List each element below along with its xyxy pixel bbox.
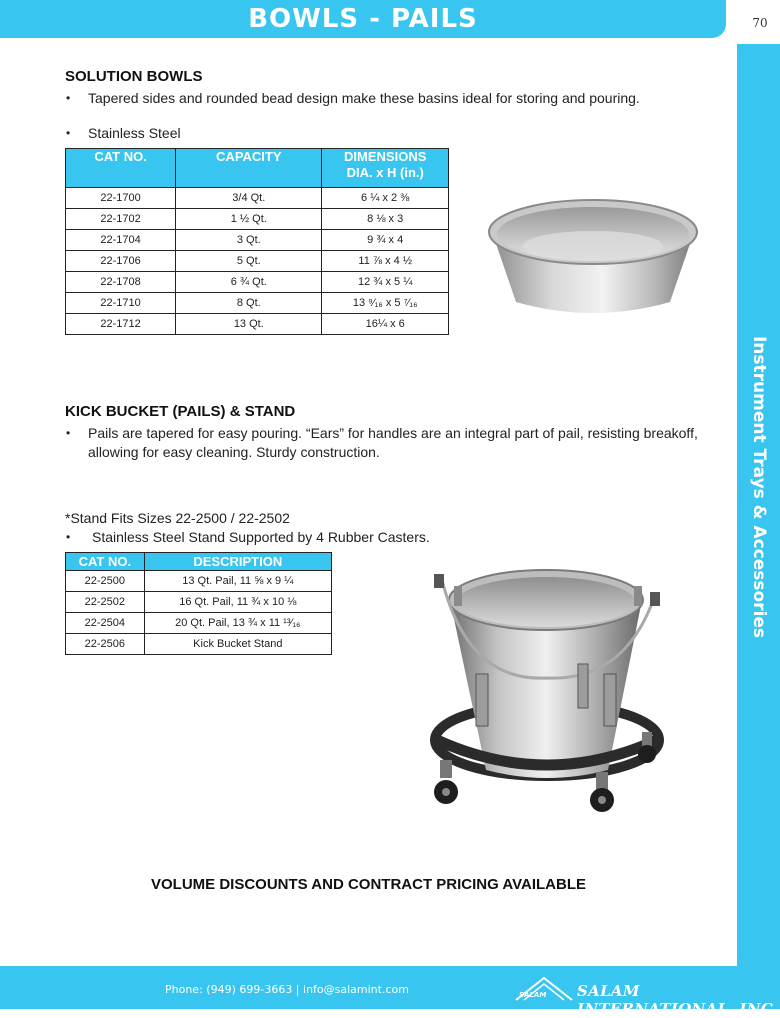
- cell-dimensions: 6 ¼ x 2 ⅜: [322, 188, 449, 209]
- kick-bucket-table: [65, 552, 332, 655]
- footer-contact: Phone: (949) 699-3663 | info@salamint.com: [165, 983, 409, 996]
- cell-cat-no: 22-1710: [66, 293, 176, 314]
- table-row: [66, 613, 332, 634]
- table-row: [66, 188, 449, 209]
- column-header-cat-no: CAT NO.: [66, 149, 176, 188]
- solution-bowls-bullet-1: [66, 89, 726, 109]
- solution-bowls-table: [65, 148, 449, 335]
- page-title: BOWLS - PAILS: [248, 4, 478, 34]
- cell-capacity: 8 Qt.: [176, 293, 322, 314]
- cell-capacity: 3 Qt.: [176, 230, 322, 251]
- cell-cat-no: 22-1706: [66, 251, 176, 272]
- cell-capacity: 1 ½ Qt.: [176, 209, 322, 230]
- table-header-row: [66, 553, 332, 571]
- bullet-dot: •: [66, 126, 71, 140]
- cell-cat-no: 22-2504: [66, 613, 145, 634]
- cell-cat-no: 22-1704: [66, 230, 176, 251]
- dimensions-header-line2: DIA. x H (in.): [346, 165, 424, 180]
- cell-cat-no: 22-2500: [66, 571, 145, 592]
- table-row: [66, 592, 332, 613]
- cell-capacity: 13 Qt.: [176, 314, 322, 335]
- cell-dimensions: 13 ⁹⁄₁₆ x 5 ⁷⁄₁₆: [322, 293, 449, 314]
- kick-bucket-heading: KICK BUCKET (PAILS) & STAND: [65, 403, 296, 420]
- bullet-text: [88, 424, 698, 462]
- cell-capacity: 5 Qt.: [176, 251, 322, 272]
- cell-dimensions: 8 ⅛ x 3: [322, 209, 449, 230]
- solution-bowls-bullet-2: [66, 124, 366, 144]
- bullet-text: Stainless Steel Stand Supported by 4 Rubber Casters.: [92, 529, 430, 545]
- solution-bowls-heading: SOLUTION BOWLS: [65, 68, 203, 85]
- cell-dimensions: 11 ⅞ x 4 ½: [322, 251, 449, 272]
- bullet-text-line2: allowing for easy cleaning. Sturdy construction.: [88, 444, 380, 460]
- kick-bucket-bullet-1: [66, 424, 726, 464]
- page-number: 70: [752, 16, 768, 30]
- dimensions-header-line1: DIMENSIONS: [344, 149, 427, 164]
- cell-dimensions: 16¼ x 6: [322, 314, 449, 335]
- cell-cat-no: 22-1700: [66, 188, 176, 209]
- table-row: [66, 571, 332, 592]
- table-row: [66, 634, 332, 655]
- table-row: [66, 230, 449, 251]
- table-row: [66, 293, 449, 314]
- table-row: [66, 209, 449, 230]
- stand-fit-note: *Stand Fits Sizes 22-2500 / 22-2502: [65, 510, 290, 526]
- company-name: SALAM INTERNATIONAL, INC.: [577, 982, 779, 1018]
- table-row: [66, 272, 449, 293]
- table-row: [66, 251, 449, 272]
- column-header-description: DESCRIPTION: [144, 553, 331, 571]
- cell-cat-no: 22-2506: [66, 634, 145, 655]
- cell-capacity: 3/4 Qt.: [176, 188, 322, 209]
- column-header-cat-no: CAT NO.: [66, 553, 145, 571]
- table-row: [66, 314, 449, 335]
- cell-cat-no: 22-1708: [66, 272, 176, 293]
- bullet-dot: •: [66, 530, 71, 544]
- cell-dimensions: 9 ¾ x 4: [322, 230, 449, 251]
- section-sidebar-label: Instrument Trays & Accessories: [748, 335, 769, 638]
- solution-bowl-image: [486, 190, 700, 322]
- cell-cat-no: 22-1702: [66, 209, 176, 230]
- cell-capacity: 6 ¾ Qt.: [176, 272, 322, 293]
- bullet-text: Tapered sides and rounded bead design make these basins ideal for storing and pouring.: [88, 90, 640, 106]
- bullet-dot: •: [66, 91, 71, 105]
- table-header-row: [66, 149, 449, 188]
- cell-dimensions: 12 ¾ x 5 ¼: [322, 272, 449, 293]
- bullet-dot: •: [66, 426, 71, 440]
- cell-description: 13 Qt. Pail, 11 ⅝ x 9 ¼: [144, 571, 331, 592]
- salam-logo-mark-text: SALAM: [519, 991, 547, 999]
- cell-description: 16 Qt. Pail, 11 ¾ x 10 ⅛: [144, 592, 331, 613]
- cell-cat-no: 22-2502: [66, 592, 145, 613]
- volume-discount-note: VOLUME DISCOUNTS AND CONTRACT PRICING AVAILABLE: [151, 876, 586, 893]
- section-sidebar-label-wrap: [737, 44, 780, 966]
- column-header-dimensions: [322, 149, 449, 188]
- cell-description: Kick Bucket Stand: [144, 634, 331, 655]
- kick-bucket-stand-image: [428, 564, 666, 814]
- bullet-text-line1: Pails are tapered for easy pouring. “Ears” for handles are an integral part of pail, resisting breakoff,: [88, 425, 698, 441]
- column-header-capacity: CAPACITY: [176, 149, 322, 188]
- cell-description: 20 Qt. Pail, 13 ¾ x 11 ¹³⁄₁₆: [144, 613, 331, 634]
- kick-bucket-bullet-2: [66, 528, 566, 548]
- bullet-text: Stainless Steel: [88, 125, 181, 141]
- cell-cat-no: 22-1712: [66, 314, 176, 335]
